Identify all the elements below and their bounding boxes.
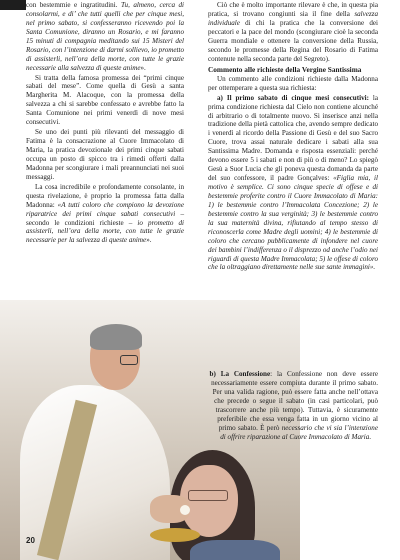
text-run: Ciò che è molto importante rilevare è che, in questa pia pratica, si trovano congiunti sia il fine della <box>208 1 378 18</box>
right-paragraph-3 <box>208 94 378 273</box>
text-run: la prima condizione richiesta dal Cielo non contiene alcunché di arbitrario o di totalmente nuovo. Si inserisce anzi nella tradizione della pietà cattolica che, avendo sempre dedicato i venerdì al ricordo della Passione di Gesù e del suo Sacro Cuore, trova assai naturale dedicare i sabati alla sua Santissima Madre. Domanda e risposta essenziali: perché devono essere 5 i sabati e non di più o di meno? Lo spiegò Gesù a Suor Lucia che gli poneva questa domanda da parte del suo confessore, il padre Gonçalves: <box>208 93 378 183</box>
priest-glasses <box>120 355 138 365</box>
host <box>180 505 190 515</box>
left-paragraph-2: Si tratta della famosa promessa dei “primi cinque sabati del mese”. Come quella di Gesù a santa Margherita M. Alacoque, con la promessa della salvezza a chi si sarebbe confessato e avrebbe fatto la Santa Comunione nei primi venerdì di nove mesi consecutivi. <box>26 73 184 127</box>
text-run: ». <box>146 236 152 245</box>
priest-hair <box>90 324 142 350</box>
text-run: : la Confessione non deve essere necessariamente essere compiuta durante il primo sabato. Per una valida ragione, può essere fatta anche nell’ottava che precede o segue il sabato (in casi particolari, può trascorrere anche più tempo). Tuttavia, è sicuramente preferibile che essa venga fatta in un giorno vicino al primo sabato. È però <box>211 370 378 432</box>
confession-paragraph <box>208 370 378 442</box>
text-run: di chi la pratica che la conversione dei peccatori e la pace del mondo (scongiurare cioè la seconda Guerra mondiale e ottenere la conversione della Russia, secondo le promesse della Regina del Rosario di Fatima contenute nella seconda parte del Segreto). <box>208 18 378 63</box>
condition-label: b) La Confessione <box>209 370 271 378</box>
quote-text: «Figlia mia, il motivo è semplice. Ci sono cinque specie di offese e di bestemmie proferite contro il Cuore Immacolato di Maria: 1) le bestemmie contro l’Immacolata Concezione; 2) le bestemmie contro la sua verginità; 3) le bestemmie contro la sua maternità divina, rifiutando al tempo stesso di riconoscerla come Madre degli uomini; 4) le bestemmie di coloro che cercano pubblicamente di infondere nel cuore dei bambini l’indifferenza o il disprezzo od anche l’odio nei riguardi di questa Madre Immacolata; 5) le offese di coloro che la oltraggiano direttamente nelle sue sante immagini». <box>208 174 378 272</box>
left-paragraph-1 <box>26 1 184 73</box>
text-run: con bestemmie e ingratitudini. <box>26 1 121 9</box>
right-column <box>208 1 378 273</box>
quote-text: Tu, almeno, cerca di consolarmi, e di’ che tutti quelli che per cinque mesi, nel primo sabato, si confesseranno ricevendo poi la Santa Comunione, diranno un Rosario, e mi faranno 15 minuti di compagnia meditando sui 15 Misteri del Rosario, con l’intenzione di darmi sollievo, io prometto di assisterli, nell’ora della morte, con tutte le grazie necessarie alla salvezza di queste anime <box>26 1 185 72</box>
paten <box>150 528 200 542</box>
right-paragraph-2: Un commento alle condizioni richieste dalla Madonna per ottemperare a questa sua richiesta: <box>208 74 378 92</box>
text-run: La cosa incredibile e profondamente consolante, in questa rivelazione, è proprio la promessa fatta dalla Madonna: <box>26 182 184 209</box>
section-heading: Commento alle richieste della Vergine Santissima <box>208 64 362 74</box>
text-run: . <box>369 432 372 441</box>
emphasis-text: salvezza individuale <box>208 9 378 27</box>
quote-text: io prometto di assisterli, nell’ora della morte, con tutte le grazie necessarie per la salvezza di queste anime <box>26 218 184 245</box>
emphasis-text: necessario che vi sia l’intenzione di offrire riparazione al Cuore Immacolato di Maria <box>220 423 379 441</box>
condition-label: a) Il primo sabato di cinque mesi consecutivi: <box>217 93 369 102</box>
page-number: 20 <box>26 536 35 545</box>
left-paragraph-4 <box>26 183 184 246</box>
text-run: ». <box>140 63 146 72</box>
text-run: – secondo le condizioni richieste – <box>26 209 184 227</box>
left-column <box>26 1 184 246</box>
corner-bar <box>0 0 26 10</box>
quote-text: «A tutti coloro che compiono la devozione riparatrice dei primi cinque sabati consecutivi <box>26 200 184 218</box>
right-paragraph-1 <box>208 1 378 64</box>
right-bottom-text <box>208 370 378 545</box>
left-paragraph-3: Se uno dei punti più rilevanti del messaggio di Fatima è la consacrazione al Cuore Immacolato di Maria, la pratica devozionale dei primi cinque sabati occupa un posto di spicco tra i rimedi offerti dalla Madonna per scongiurare i mali preannunciati nei suoi messaggi. <box>26 128 184 181</box>
